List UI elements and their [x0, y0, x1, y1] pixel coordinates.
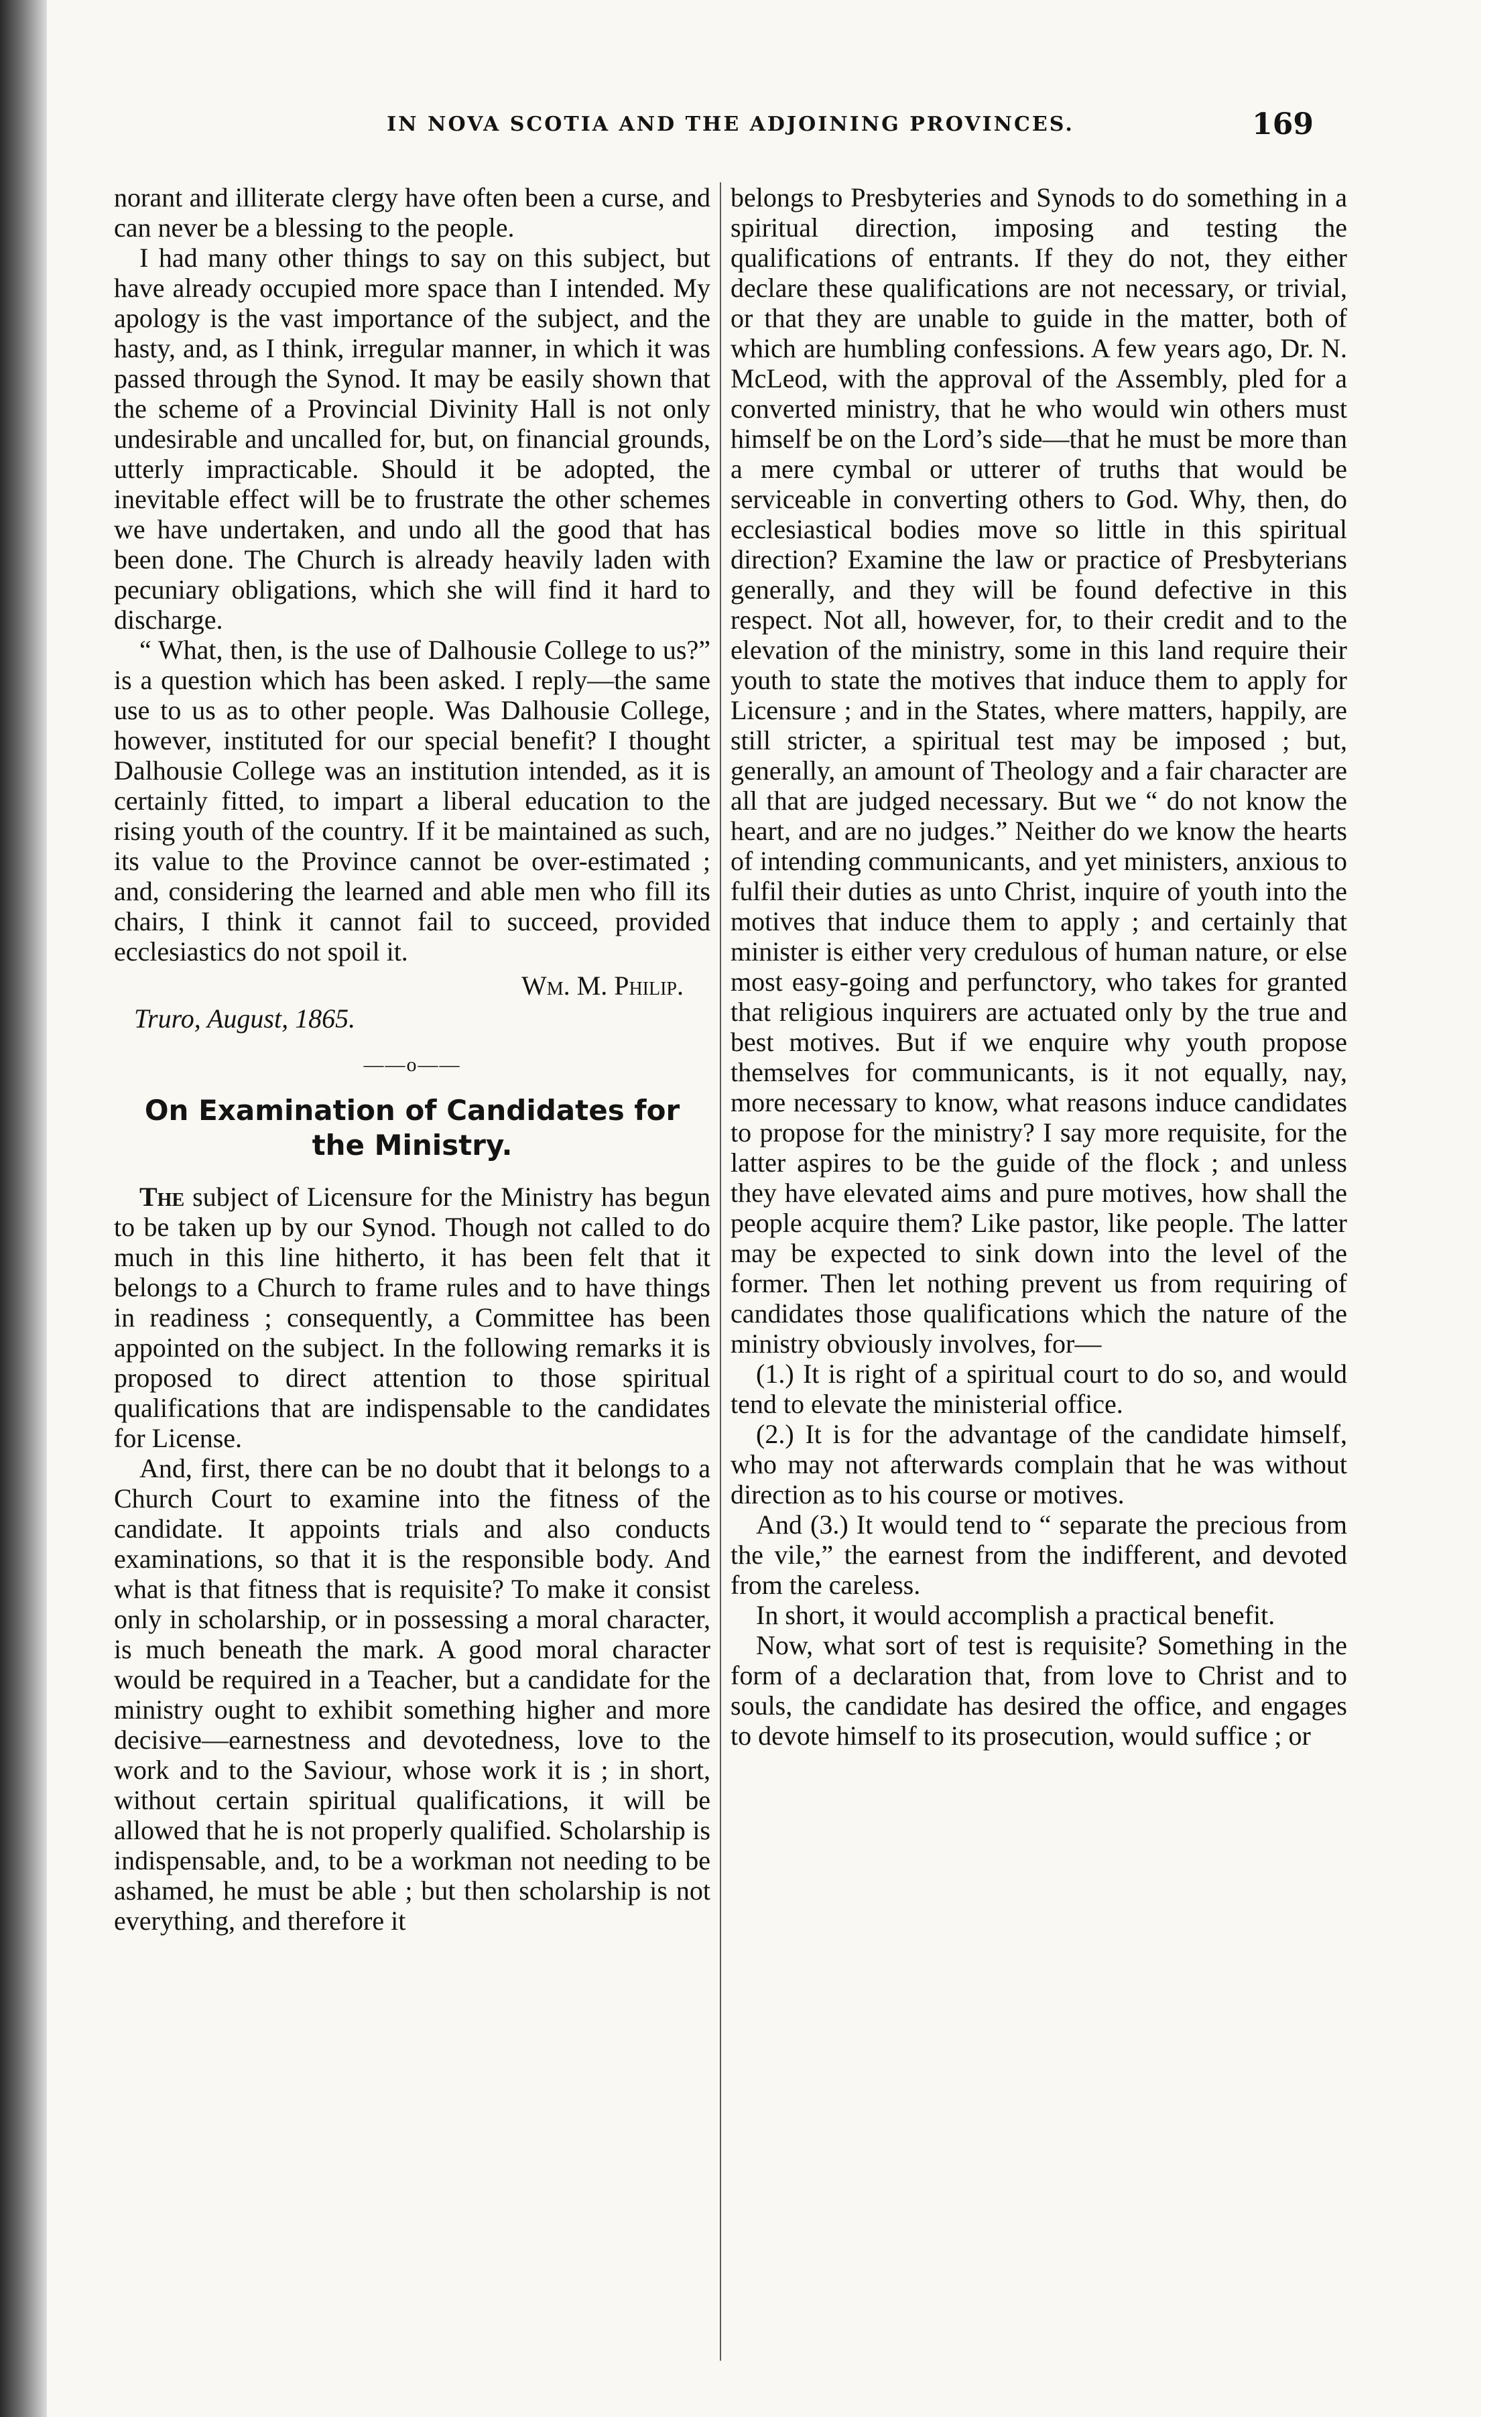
paragraph-text: subject of Licensure for the Ministry has begun to be taken up by our Synod. Though not called to do much in this line hitherto, it has been felt that it belongs to a Church to frame rules and to have things in readiness ; consequently, a Committee has been appointed on the subject. In the following remarks it is proposed to direct attention to those spiritual qualifications that are indispensable to the candidates for License. [114, 1182, 710, 1453]
paragraph: Now, what sort of test is requisite? Something in the form of a declaration that, from love to Christ and to souls, the candidate has desired the office, and engages to devote himself to its prosecution, would suffice ; or [731, 1630, 1347, 1751]
list-item: (1.) It is right of a spiritual court to do so, and would tend to elevate the ministerial office. [731, 1359, 1347, 1419]
page-header [80, 107, 1354, 147]
paragraph: And, first, there can be no doubt that it belongs to a Church Court to examine into the fitness of the candidate. It appoints trials and also conducts examinations, so that it is the responsible body. And what is that fitness that is requisite? To make it consist only in scholarship, or in possessing a moral character, is much beneath the mark. A good moral character would be required in a Teacher, but a candidate for the ministry ought to exhibit something higher and more decisive—earnestness and devotedness, love to the work and to the Saviour, whose work it is ; in short, without certain spiritual qualifications, it will be allowed that he is not properly qualified. Scholarship is indispensable, and, to be a workman not needing to be ashamed, he must be able ; but then scholarship is not everything, and therefore it [114, 1453, 710, 1936]
left-column [114, 182, 710, 1936]
signature-name: Wm. M. Philip. [521, 971, 684, 1001]
page-binding-edge [0, 0, 47, 2417]
paragraph [114, 1182, 710, 1453]
lead-word: The [139, 1182, 185, 1212]
paragraph: “ What, then, is the use of Dalhousie College to us?” is a question which has been asked. I reply—the same use to us as to other people. Was Dalhousie College, however, instituted for our special benefit? I thought Dalhousie College was an institution intended, as it is certainly fitted, to impart a liberal education to the rising youth of the country. If it be maintained as such, its value to the Province cannot be over-estimated ; and, considering the learned and able men who fill its chairs, I think it cannot fail to succeed, provided ecclesiastics do not spoil it. [114, 635, 710, 967]
section-divider: ——o—— [363, 1054, 461, 1076]
paragraph: I had many other things to say on this subject, but have already occupied more space than I intended. My apology is the vast importance of the subject, and the hasty, and, as I think, irregular manner, in which it was passed through the Synod. It may be easily shown that the scheme of a Provincial Divinity Hall is not only undesirable and uncalled for, but, on financial grounds, utterly impracticable. Should it be adopted, the inevitable effect will be to frustrate the other schemes we have undertaken, and undo all the good that has been done. The Church is already heavily laden with pecuniary obligations, which she will find it hard to discharge. [114, 243, 710, 635]
paragraph: norant and illiterate clergy have often been a curse, and can never be a blessing to the people. [114, 182, 710, 243]
paragraph: belongs to Presbyteries and Synods to do something in a spiritual direction, imposing and testing the qualifications of entrants. If they do not, they either declare these qualifications are not necessary, or trivial, or that they are unable to guide in the matter, both of which are humbling confessions. A few years ago, Dr. N. McLeod, with the approval of the Assembly, pled for a converted ministry, that he who would win others must himself be on the Lord’s side—that he must be more than a mere cymbal or utterer of truths that would be serviceable in converting others to God. Why, then, do ecclesiastical bodies move so little in this spiritual direction? Examine the law or practice of Presbyterians generally, and they will be found defective in this respect. Not all, however, for, to their credit and to the elevation of the ministry, some in this land require their youth to state the motives that induce them to apply for Licensure ; and in the States, where matters, happily, are still stricter, a spiritual test may be imposed ; but, generally, an amount of Theology and a fair character are all that are judged necessary. But we “ do not know the heart, and are no judges.” Neither do we know the hearts of intending communicants, and yet ministers, anxious to fulfil their duties as unto Christ, inquire of youth into the motives that induce them to apply ; and certainly that minister is either very credulous of human nature, or else most easy-going and perfunctory, who takes for granted that religious inquirers are actuated only by the true and best motives. But if we enquire why youth propose themselves for communicants, is it not equally, nay, more necessary to know, what reasons induce candidates to propose for the ministry? I say more requisite, for the latter aspires to be the guide of the flock ; and unless they have elevated aims and pure motives, how shall the people acquire them? Like pastor, like people. The latter may be expected to sink down into the level of the former. Then let nothing prevent us from requiring of candidates those qualifications which the nature of the ministry obviously involves, for— [731, 182, 1347, 1359]
right-column [731, 182, 1347, 1751]
running-head: IN NOVA SCOTIA AND THE ADJOINING PROVINCES. [387, 113, 1074, 136]
list-item: (2.) It is for the advantage of the candidate himself, who may not afterwards complain that he was without direction as to his course or motives. [731, 1419, 1347, 1509]
signature-place: Truro, August, 1865. [134, 1003, 356, 1034]
paragraph: In short, it would accomplish a practical benefit. [756, 1600, 1275, 1630]
list-item: And (3.) It would tend to “ separate the precious from the vile,” the earnest from the indifferent, and devoted from the careless. [731, 1509, 1347, 1600]
article-title: On Examination of Candidates for the Ministry. [144, 1094, 680, 1162]
page-number: 169 [1252, 107, 1314, 141]
column-rule [720, 182, 721, 2361]
